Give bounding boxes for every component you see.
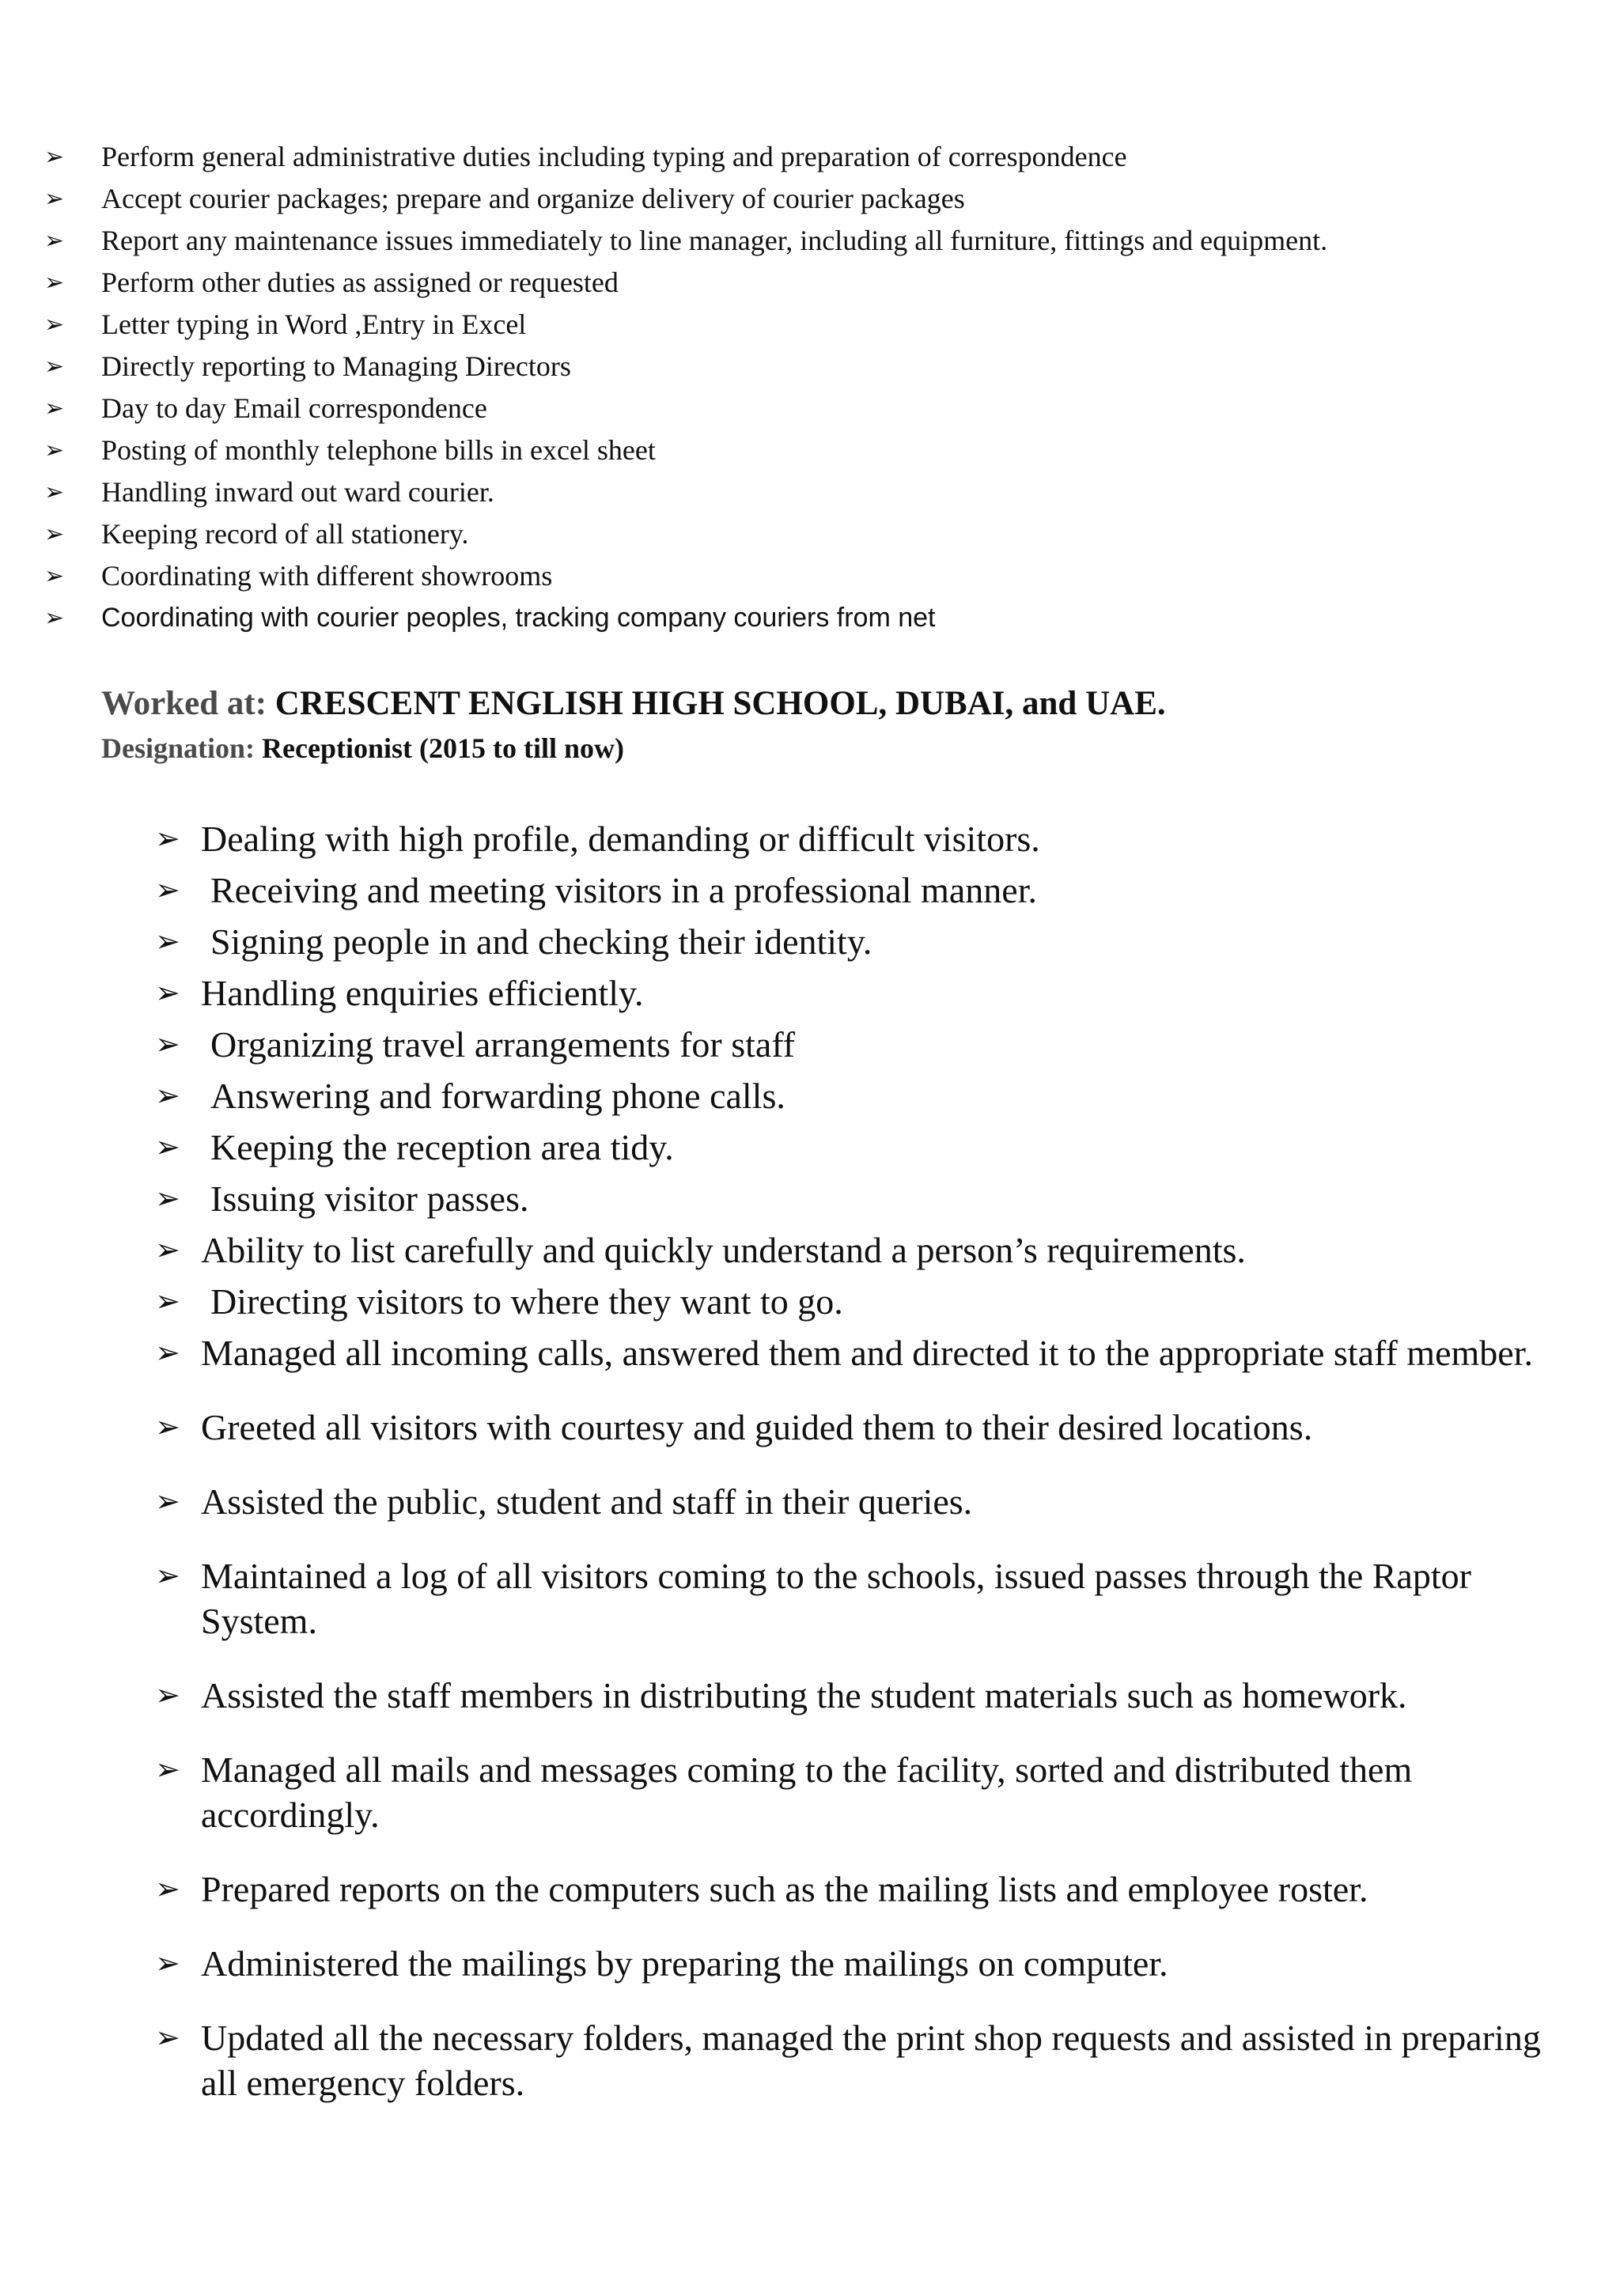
arrow-bullet-icon: ➢	[44, 311, 65, 339]
list-item: ➢ Maintained a log of all visitors coming to the schools, issued passes through the Raptor System.	[0, 1553, 1620, 1644]
resume-page: ➢ Perform general administrative duties including typing and preparation of correspondence ➢ Accept courier packages; prepare and organize delivery of courier packages ➢ Report any maintenance issues immediately to line manager, including all furniture, fittings and equipment. ➢ Perform other duties as assigned or requested ➢ Letter typing in Word ,Entry in Excel ➢ Directly reporting to Managing Directors ➢ Day to day Email correspondence ➢ Posting of monthly telephone bills in excel sheet ➢ Handling inward out ward courier. ➢ Keeping record of all stationery. ➢ Coordinating with different showrooms ➢ Coordinating with courier peoples, tracking company couriers from net Worked at: CRESCENT ENGLISH HIGH SCHOOL, DUBAI, and UAE. Designation: Receptionist (2015 to till now) ➢ Dealing with high profile, demanding or difficult visitors. ➢ Receiving and meeting visitors in a professional manner. ➢ Signing people in and checking their identity. ➢ Handling enquiries efficiently. ➢ Organizing travel arrangements for staff ➢ Answering and forwarding phone calls. ➢ Keeping the reception area tidy. ➢ Issuing visitor passes. ➢ Ability to list carefully and quickly understand a person’s requirements. ➢ Directing visitors to where they want to go. ➢ Managed all incoming calls, answered them and directed it to the appropriate staff member. ➢ Greeted all visitors with courtesy and guided them to their desired locations. ➢ Assisted the public, student and staff in their queries. ➢ Maintained a log of all visitors coming to the schools, issued passes through the Raptor System. ➢ Assisted the staff members in distributing the student materials such as homework. ➢ Managed all mails and messages coming to the facility, sorted and distributed them accordingly. ➢ Prepared reports on the computers such as the mailing lists and employee roster. ➢ Administered the mailings by preparing the mailings on computer. ➢ Updated all the necessary folders, managed the print shop requests and assisted in preparing all emergency folders.	[0, 0, 1620, 2296]
list-item: ➢ Greeted all visitors with courtesy and guided them to their desired locations.	[0, 1405, 1620, 1450]
arrow-bullet-icon: ➢	[44, 185, 65, 213]
list-item: ➢ Administered the mailings by preparing the mailings on computer.	[0, 1941, 1620, 1986]
designation-value: Receptionist (2015 to till now)	[262, 732, 624, 764]
arrow-bullet-icon: ➢	[155, 1558, 180, 1593]
worked-at-label: Worked at:	[101, 685, 267, 722]
list-item: ➢ Assisted the public, student and staff in their queries.	[0, 1479, 1620, 1524]
designation-heading	[101, 729, 624, 767]
arrow-bullet-icon: ➢	[155, 1678, 180, 1712]
arrow-bullet-icon: ➢	[44, 395, 65, 422]
arrow-bullet-icon: ➢	[155, 1871, 180, 1906]
arrow-bullet-icon: ➢	[155, 975, 180, 1010]
arrow-bullet-icon: ➢	[44, 269, 65, 297]
arrow-bullet-icon: ➢	[44, 478, 65, 506]
list-item: ➢ Signing people in and checking their identity.	[0, 919, 1620, 964]
arrow-bullet-icon: ➢	[155, 1129, 180, 1164]
list-item: ➢ Keeping the reception area tidy.	[0, 1125, 1620, 1170]
list-item: ➢ Ability to list carefully and quickly understand a person’s requirements.	[0, 1227, 1620, 1273]
list-item: ➢ Handling enquiries efficiently.	[0, 970, 1620, 1016]
arrow-bullet-icon: ➢	[44, 227, 65, 255]
designation-label: Designation:	[101, 732, 255, 764]
arrow-bullet-icon: ➢	[155, 1078, 180, 1113]
arrow-bullet-icon: ➢	[44, 604, 65, 632]
list-item: ➢ Organizing travel arrangements for staff	[0, 1022, 1620, 1067]
arrow-bullet-icon: ➢	[44, 520, 65, 548]
list-item: ➢ Issuing visitor passes.	[0, 1176, 1620, 1221]
list-item: ➢ Updated all the necessary folders, managed the print shop requests and assisted in preparing all emergency folders.	[0, 2015, 1620, 2105]
arrow-bullet-icon: ➢	[44, 143, 65, 171]
arrow-bullet-icon: ➢	[155, 1946, 180, 1980]
arrow-bullet-icon: ➢	[155, 872, 180, 907]
list-item: ➢ Receiving and meeting visitors in a professional manner.	[0, 868, 1620, 913]
list-item: ➢ Assisted the staff members in distributing the student materials such as homework.	[0, 1673, 1620, 1718]
arrow-bullet-icon: ➢	[44, 437, 65, 464]
list-item: ➢ Managed all mails and messages coming to the facility, sorted and distributed them accordingly.	[0, 1747, 1620, 1837]
list-item: ➢ Managed all incoming calls, answered them and directed it to the appropriate staff member.	[0, 1330, 1620, 1375]
list-item: ➢ Dealing with high profile, demanding or difficult visitors.	[0, 816, 1620, 861]
employer-name: CRESCENT ENGLISH HIGH SCHOOL, DUBAI, and UAE.	[274, 685, 1166, 722]
worked-at-heading	[101, 682, 1166, 726]
arrow-bullet-icon: ➢	[155, 1484, 180, 1519]
arrow-bullet-icon: ➢	[155, 1027, 180, 1061]
arrow-bullet-icon: ➢	[44, 353, 65, 380]
arrow-bullet-icon: ➢	[155, 1232, 180, 1267]
arrow-bullet-icon: ➢	[44, 562, 65, 590]
arrow-bullet-icon: ➢	[155, 1284, 180, 1318]
arrow-bullet-icon: ➢	[155, 1409, 180, 1444]
arrow-bullet-icon: ➢	[155, 821, 180, 856]
arrow-bullet-icon: ➢	[155, 1181, 180, 1216]
arrow-bullet-icon: ➢	[155, 924, 180, 959]
list-item: ➢ Answering and forwarding phone calls.	[0, 1073, 1620, 1118]
list-item: ➢ Directing visitors to where they want to go.	[0, 1279, 1620, 1324]
list-item: ➢ Prepared reports on the computers such as the mailing lists and employee roster.	[0, 1867, 1620, 1912]
duties-list-receptionist	[0, 816, 1620, 2105]
arrow-bullet-icon: ➢	[155, 2020, 180, 2055]
arrow-bullet-icon: ➢	[155, 1335, 180, 1370]
arrow-bullet-icon: ➢	[155, 1752, 180, 1787]
